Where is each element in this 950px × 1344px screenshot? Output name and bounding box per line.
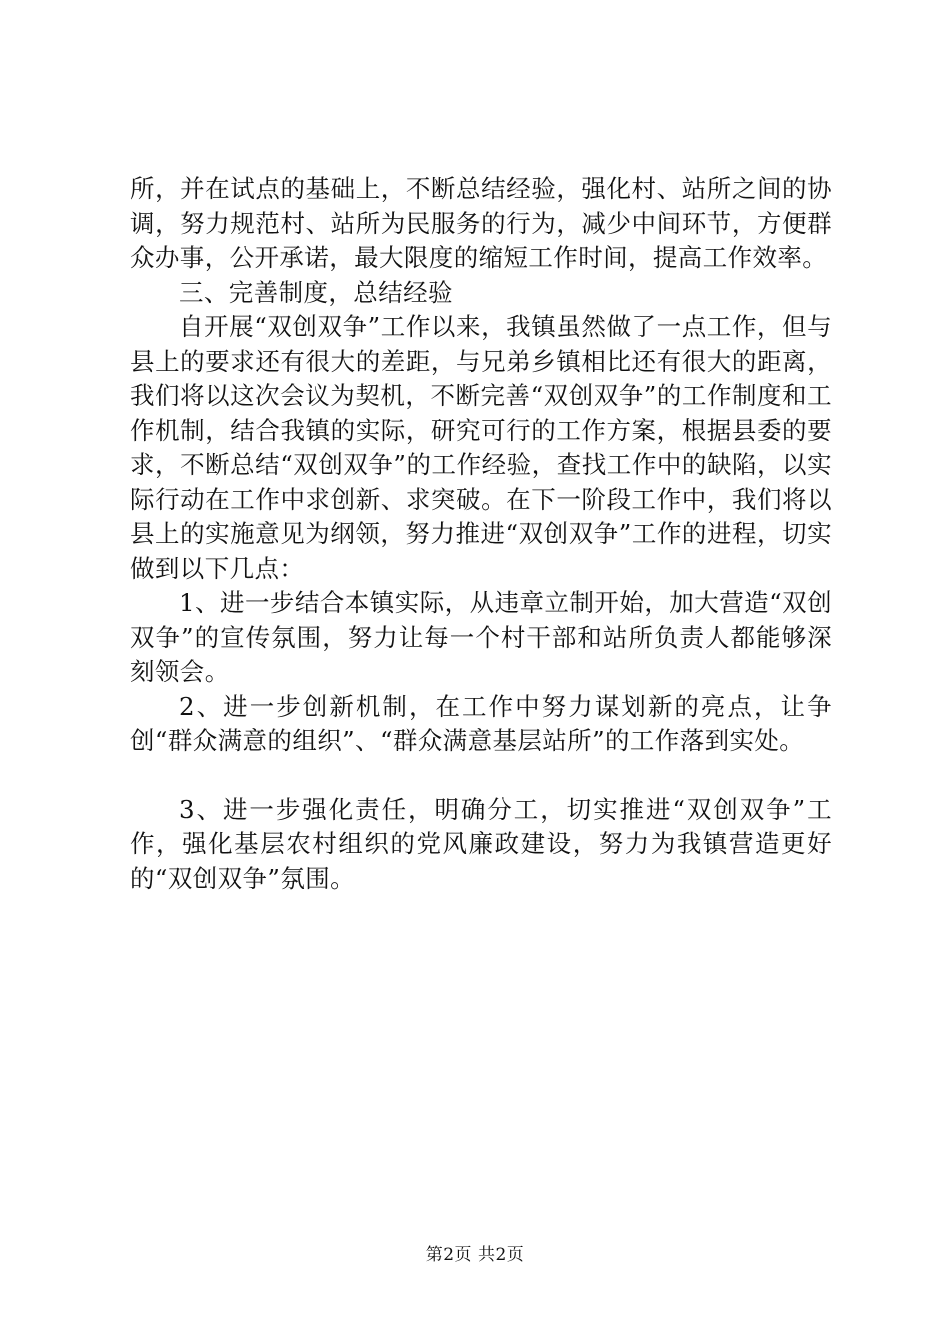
document-body xyxy=(130,172,832,896)
list-item-3: 3、进一步强化责任，明确分工，切实推进“双创双争”工作，强化基层农村组织的党风廉政建设，努力为我镇营造更好的“双创双争”氛围。 xyxy=(130,794,832,893)
page-number-footer: 第2页 共2页 xyxy=(425,1245,525,1265)
paragraph-summary: 自开展“双创双争”工作以来，我镇虽然做了一点工作，但与县上的要求还有很大的差距，与兄弟乡镇相比还有很大的距离，我们将以这次会议为契机，不断完善“双创双争”的工作制度和工作机制，结合我镇的实际，研究可行的工作方案，根据县委的要求，不断总结“双创双争”的工作经验，查找工作中的缺陷，以实际行动在工作中求创新、求突破。在下一阶段工作中，我们将以县上的实施意见为纲领，努力推进“双创双争”工作的进程，切实做到以下几点： xyxy=(130,312,832,583)
list-item-2: 2、进一步创新机制，在工作中努力谋划新的亮点，让争创“群众满意的组织”、“群众满意基层站所”的工作落到实处。 xyxy=(130,691,832,755)
paragraph-continuation: 所，并在试点的基础上，不断总结经验，强化村、站所之间的协调，努力规范村、站所为民服务的行为，减少中间环节，方便群众办事，公开承诺，最大限度的缩短工作时间，提高工作效率。 xyxy=(130,174,832,272)
list-item-1: 1、进一步结合本镇实际，从违章立制开始，加大营造“双创双争”的宣传氛围，努力让每一个村干部和站所负责人都能够深刻领会。 xyxy=(130,588,832,686)
section-heading: 三、完善制度，总结经验 xyxy=(179,277,453,307)
